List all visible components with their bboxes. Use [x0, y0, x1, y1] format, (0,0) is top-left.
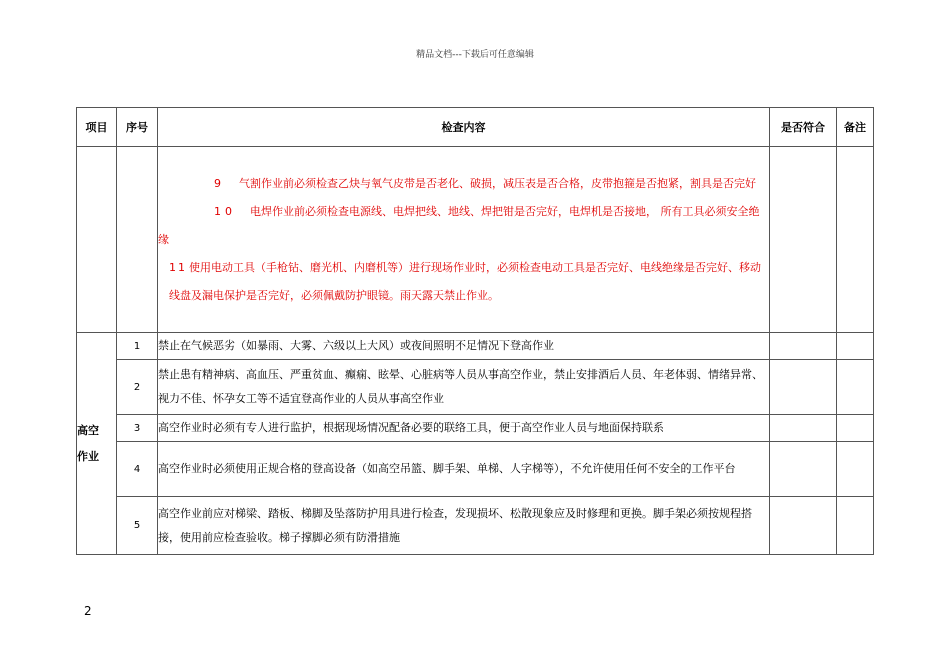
red-item-11: 11 使用电动工具（手枪钻、磨光机、内磨机等）进行现场作业时，必须检查电动工具是否完好、电线绝缘是否完好、移动线盘及漏电保护是否完好，必须佩戴防护眼镜。雨天露天禁止作业。 [169, 260, 761, 302]
category-cell-high-work: 高空 作业 [77, 333, 117, 555]
category-cell-empty [77, 147, 117, 333]
table-row [77, 333, 874, 360]
notes-cell [837, 147, 874, 333]
content-cell: 高空作业时必须有专人进行监护，根据现场情况配备必要的联络工具，便于高空作业人员与地面保持联系 [158, 415, 770, 442]
notes-cell [837, 333, 874, 360]
compliance-cell [770, 147, 837, 333]
table-row [77, 442, 874, 497]
inspection-table [76, 107, 874, 555]
page-number: 2 [84, 604, 92, 618]
compliance-cell [770, 415, 837, 442]
compliance-cell [770, 497, 837, 555]
table-row [77, 415, 874, 442]
compliance-cell [770, 360, 837, 415]
content-cell: 禁止患有精神病、高血压、严重贫血、癫痫、眩晕、心脏病等人员从事高空作业，禁止安排酒后人员、年老体弱、情绪异常、视力不佳、怀孕女工等不适宜登高作业的人员从事高空作业 [158, 360, 770, 415]
col-header-category: 项目 [77, 108, 117, 147]
notes-cell [837, 442, 874, 497]
notes-cell [837, 497, 874, 555]
seq-cell: 1 [117, 333, 158, 360]
table-row [77, 360, 874, 415]
col-header-compliance: 是否符合 [770, 108, 837, 147]
notes-cell [837, 415, 874, 442]
table-row [77, 497, 874, 555]
table-header-row [77, 108, 874, 147]
notes-cell [837, 360, 874, 415]
compliance-cell [770, 333, 837, 360]
content-cell: 高空作业时必须使用正规合格的登高设备（如高空吊篮、脚手架、单梯、人字梯等），不允许使用任何不安全的工作平台 [158, 442, 770, 497]
seq-cell: 4 [117, 442, 158, 497]
seq-cell: 3 [117, 415, 158, 442]
welding-items-cell [158, 147, 770, 333]
seq-cell: 5 [117, 497, 158, 555]
col-header-seq: 序号 [117, 108, 158, 147]
col-header-content: 检查内容 [158, 108, 770, 147]
table-row-welding [77, 147, 874, 333]
red-item-10: 10 电焊作业前必须检查电源线、电焊把线、地线、焊把钳是否完好，电焊机是否接地， 所有工具必须安全绝缘 [158, 204, 760, 246]
content-cell: 高空作业前应对梯梁、踏板、梯脚及坠落防护用具进行检查，发现损坏、松散现象应及时修理和更换。脚手架必须按规程搭接，使用前应检查验收。梯子撑脚必须有防滑措施 [158, 497, 770, 555]
seq-cell-empty [117, 147, 158, 333]
content-cell: 禁止在气候恶劣（如暴雨、大雾、六级以上大风）或夜间照明不足情况下登高作业 [158, 333, 770, 360]
col-header-notes: 备注 [837, 108, 874, 147]
red-item-9: 9 气割作业前必须检查乙炔与氧气皮带是否老化、破损，减压表是否合格，皮带抱箍是否抱紧，割具是否完好 [214, 176, 756, 190]
document-header: 精品文档---下载后可任意编辑 [416, 50, 534, 60]
compliance-cell [770, 442, 837, 497]
seq-cell: 2 [117, 360, 158, 415]
